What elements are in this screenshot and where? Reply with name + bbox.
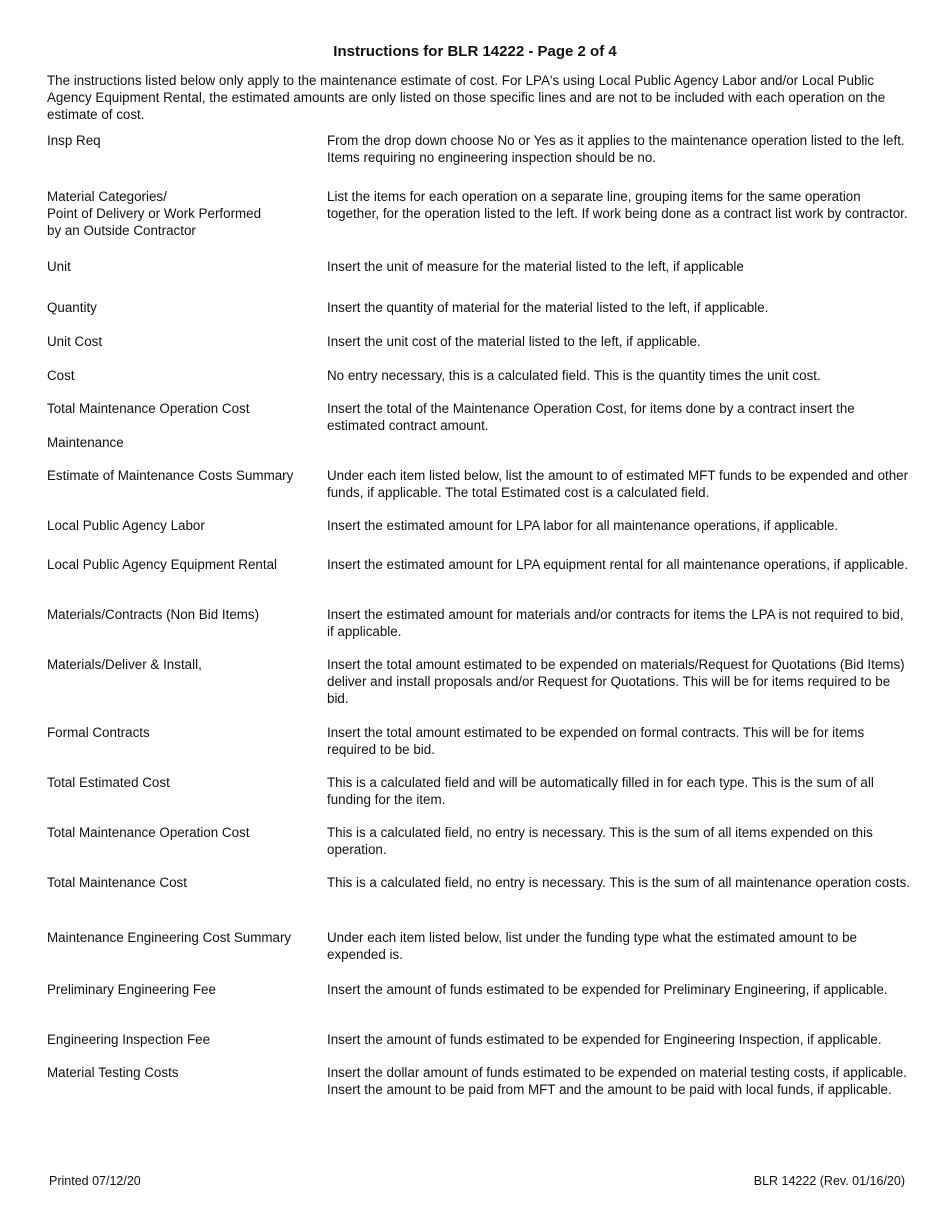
field-name: Local Public Agency Labor [47, 518, 205, 533]
field-instruction: Insert the unit of measure for the material listed to the left, if applicable [327, 259, 744, 274]
field-instruction: Under each item listed below, list the amount to of estimated MFT funds to be expended and other funds, if applicable. The total Estimated cost is a calculated field. [327, 468, 909, 500]
form-revision: BLR 14222 (Rev. 01/16/20) [753, 1174, 905, 1188]
field-instruction: Insert the dollar amount of funds estimated to be expended on material testing costs, if applicable. Insert the amount to be paid from MFT and the amount to be paid with local funds, if applicable. [327, 1065, 907, 1097]
field-name: Total Estimated Cost [47, 775, 170, 790]
field-instruction: This is a calculated field and will be automatically filled in for each type. This is the sum of all funding for the item. [327, 775, 874, 807]
field-name: Materials/Contracts (Non Bid Items) [47, 607, 260, 622]
field-name: Material Testing Costs [47, 1065, 179, 1080]
field-instruction: This is a calculated field, no entry is necessary. This is the sum of all items expended on this operation. [327, 825, 873, 857]
field-name: Formal Contracts [47, 725, 150, 740]
field-instruction: This is a calculated field, no entry is necessary. This is the sum of all maintenance operation costs. [327, 875, 911, 890]
field-instruction: From the drop down choose No or Yes as it applies to the maintenance operation listed to the left. Items requiring no engineering inspection should be no. [327, 133, 905, 165]
field-instruction: Insert the estimated amount for LPA labor for all maintenance operations, if applicable. [327, 518, 839, 533]
field-instruction: Insert the estimated amount for LPA equipment rental for all maintenance operations, if applicable. [327, 557, 909, 572]
field-name: Total Maintenance Operation Cost [47, 401, 250, 416]
field-name: Material Categories/ Point of Delivery or Work Performed by an Outside Contractor [47, 189, 262, 238]
field-instruction: Insert the estimated amount for materials and/or contracts for items the LPA is not required to bid, if applicable. [327, 607, 904, 639]
field-name: Preliminary Engineering Fee [47, 982, 216, 997]
field-instruction: Insert the amount of funds estimated to be expended for Preliminary Engineering, if applicable. [327, 982, 888, 997]
field-name: Unit Cost [47, 334, 103, 349]
field-name: Local Public Agency Equipment Rental [47, 557, 278, 572]
field-name: Insp Req [47, 133, 101, 148]
field-name: Quantity [47, 300, 97, 315]
field-name: Cost [47, 368, 75, 383]
field-name: Unit [47, 259, 71, 274]
field-name: Estimate of Maintenance Costs Summary [47, 468, 294, 483]
field-name: Total Maintenance Cost [47, 875, 187, 890]
field-instruction: Insert the total of the Maintenance Operation Cost, for items done by a contract insert the estimated contract amount. [327, 401, 855, 433]
field-name: Total Maintenance Operation Cost [47, 825, 250, 840]
printed-date: Printed 07/12/20 [49, 1174, 141, 1188]
field-instruction: Insert the quantity of material for the material listed to the left, if applicable. [327, 300, 769, 315]
field-instruction: Insert the total amount estimated to be expended on formal contracts. This will be for items required to be bid. [327, 725, 865, 757]
field-instruction: Insert the total amount estimated to be expended on materials/Request for Quotations (Bid Items) deliver and install proposals and/or Request for Quotations. This will be for items required to be bid. [327, 657, 905, 706]
field-name: Maintenance [47, 435, 124, 450]
field-name: Maintenance Engineering Cost Summary [47, 930, 292, 945]
intro-paragraph: The instructions listed below only apply to the maintenance estimate of cost. For LPA's using Local Public Agency Labor and/or Local Public Agency Equipment Rental, the estimated amounts are only listed on those specific lines and are not to be included with each operation on the estimate of cost. [47, 73, 886, 122]
field-name: Engineering Inspection Fee [47, 1032, 211, 1047]
page-title: Instructions for BLR 14222 - Page 2 of 4 [333, 43, 617, 60]
field-instruction: Insert the unit cost of the material listed to the left, if applicable. [327, 334, 701, 349]
field-instruction: Insert the amount of funds estimated to be expended for Engineering Inspection, if applicable. [327, 1032, 882, 1047]
field-instruction: List the items for each operation on a separate line, grouping items for the same operation together, for the operation listed to the left. If work being done as a contract list work by contractor. [327, 189, 908, 221]
field-instruction: No entry necessary, this is a calculated field. This is the quantity times the unit cost. [327, 368, 821, 383]
field-name: Materials/Deliver & Install, [47, 657, 202, 672]
field-instruction: Under each item listed below, list under the funding type what the estimated amount to be expended is. [327, 930, 857, 962]
